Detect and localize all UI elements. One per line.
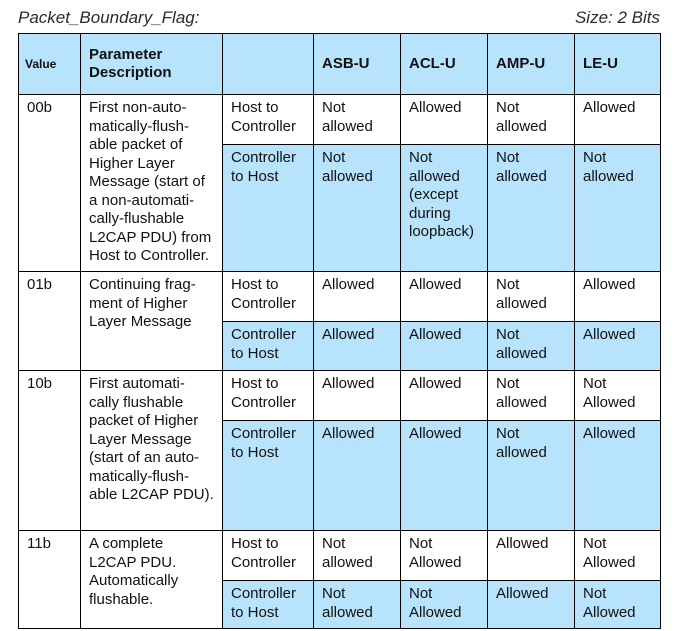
amp-u-cell: Allowed [488, 531, 575, 581]
col-header-direction [223, 34, 314, 95]
value-cell: 11b [19, 531, 81, 629]
description-cell: First automati-cally flushable packet of Higher Layer Message (start of an auto-matically-flush-able L2CAP PDU). [81, 371, 223, 531]
acl-u-cell: Allowed [401, 322, 488, 371]
description-cell: A complete L2CAP PDU. Automatically flushable. [81, 531, 223, 629]
acl-u-cell: Not allowed (except during loopback) [401, 145, 488, 272]
asb-u-cell: Allowed [314, 272, 401, 322]
amp-u-cell: Not allowed [488, 145, 575, 272]
asb-u-cell: Allowed [314, 322, 401, 371]
field-size: Size: 2 Bits [574, 8, 660, 27]
col-header-value: Value [19, 34, 81, 95]
le-u-cell: Allowed [575, 322, 661, 371]
le-u-cell: Not Allowed [575, 531, 661, 581]
col-header-le-u: LE-U [575, 34, 661, 95]
header-row [19, 34, 661, 95]
acl-u-cell: Allowed [401, 421, 488, 531]
packet-boundary-flag-table [18, 33, 661, 629]
col-header-asb-u: ASB-U [314, 34, 401, 95]
direction-cell: Controller to Host [223, 581, 314, 629]
asb-u-cell: Allowed [314, 421, 401, 531]
le-u-cell: Allowed [575, 272, 661, 322]
amp-u-cell: Not allowed [488, 371, 575, 421]
direction-cell: Controller to Host [223, 145, 314, 272]
le-u-cell: Not Allowed [575, 371, 661, 421]
table-row [19, 95, 661, 145]
acl-u-cell: Not Allowed [401, 581, 488, 629]
amp-u-cell: Not allowed [488, 322, 575, 371]
direction-cell: Host to Controller [223, 531, 314, 581]
description-cell: First non-auto-matically-flush-able packet of Higher Layer Message (start of a non-automati-cally-flushable L2CAP PDU) from Host to Controller. [81, 95, 223, 272]
direction-cell: Host to Controller [223, 371, 314, 421]
amp-u-cell: Not allowed [488, 95, 575, 145]
asb-u-cell: Not allowed [314, 95, 401, 145]
value-cell: 10b [19, 371, 81, 531]
le-u-cell: Not allowed [575, 145, 661, 272]
col-header-description: Parameter Description [81, 34, 223, 95]
le-u-cell: Not Allowed [575, 581, 661, 629]
table-row [19, 272, 661, 322]
acl-u-cell: Not Allowed [401, 531, 488, 581]
acl-u-cell: Allowed [401, 272, 488, 322]
amp-u-cell: Not allowed [488, 272, 575, 322]
le-u-cell: Allowed [575, 95, 661, 145]
col-header-amp-u: AMP-U [488, 34, 575, 95]
direction-cell: Controller to Host [223, 322, 314, 371]
table-row [19, 531, 661, 581]
amp-u-cell: Not allowed [488, 421, 575, 531]
asb-u-cell: Not allowed [314, 581, 401, 629]
direction-cell: Host to Controller [223, 272, 314, 322]
direction-cell: Controller to Host [223, 421, 314, 531]
col-header-acl-u: ACL-U [401, 34, 488, 95]
asb-u-cell: Not allowed [314, 531, 401, 581]
table-header [18, 8, 660, 28]
table-row [19, 371, 661, 421]
direction-cell: Host to Controller [223, 95, 314, 145]
acl-u-cell: Allowed [401, 95, 488, 145]
asb-u-cell: Allowed [314, 371, 401, 421]
description-cell: Continuing frag-ment of Higher Layer Message [81, 272, 223, 371]
acl-u-cell: Allowed [401, 371, 488, 421]
amp-u-cell: Allowed [488, 581, 575, 629]
le-u-cell: Allowed [575, 421, 661, 531]
value-cell: 01b [19, 272, 81, 371]
field-name: Packet_Boundary_Flag: [18, 8, 200, 27]
value-cell: 00b [19, 95, 81, 272]
asb-u-cell: Not allowed [314, 145, 401, 272]
